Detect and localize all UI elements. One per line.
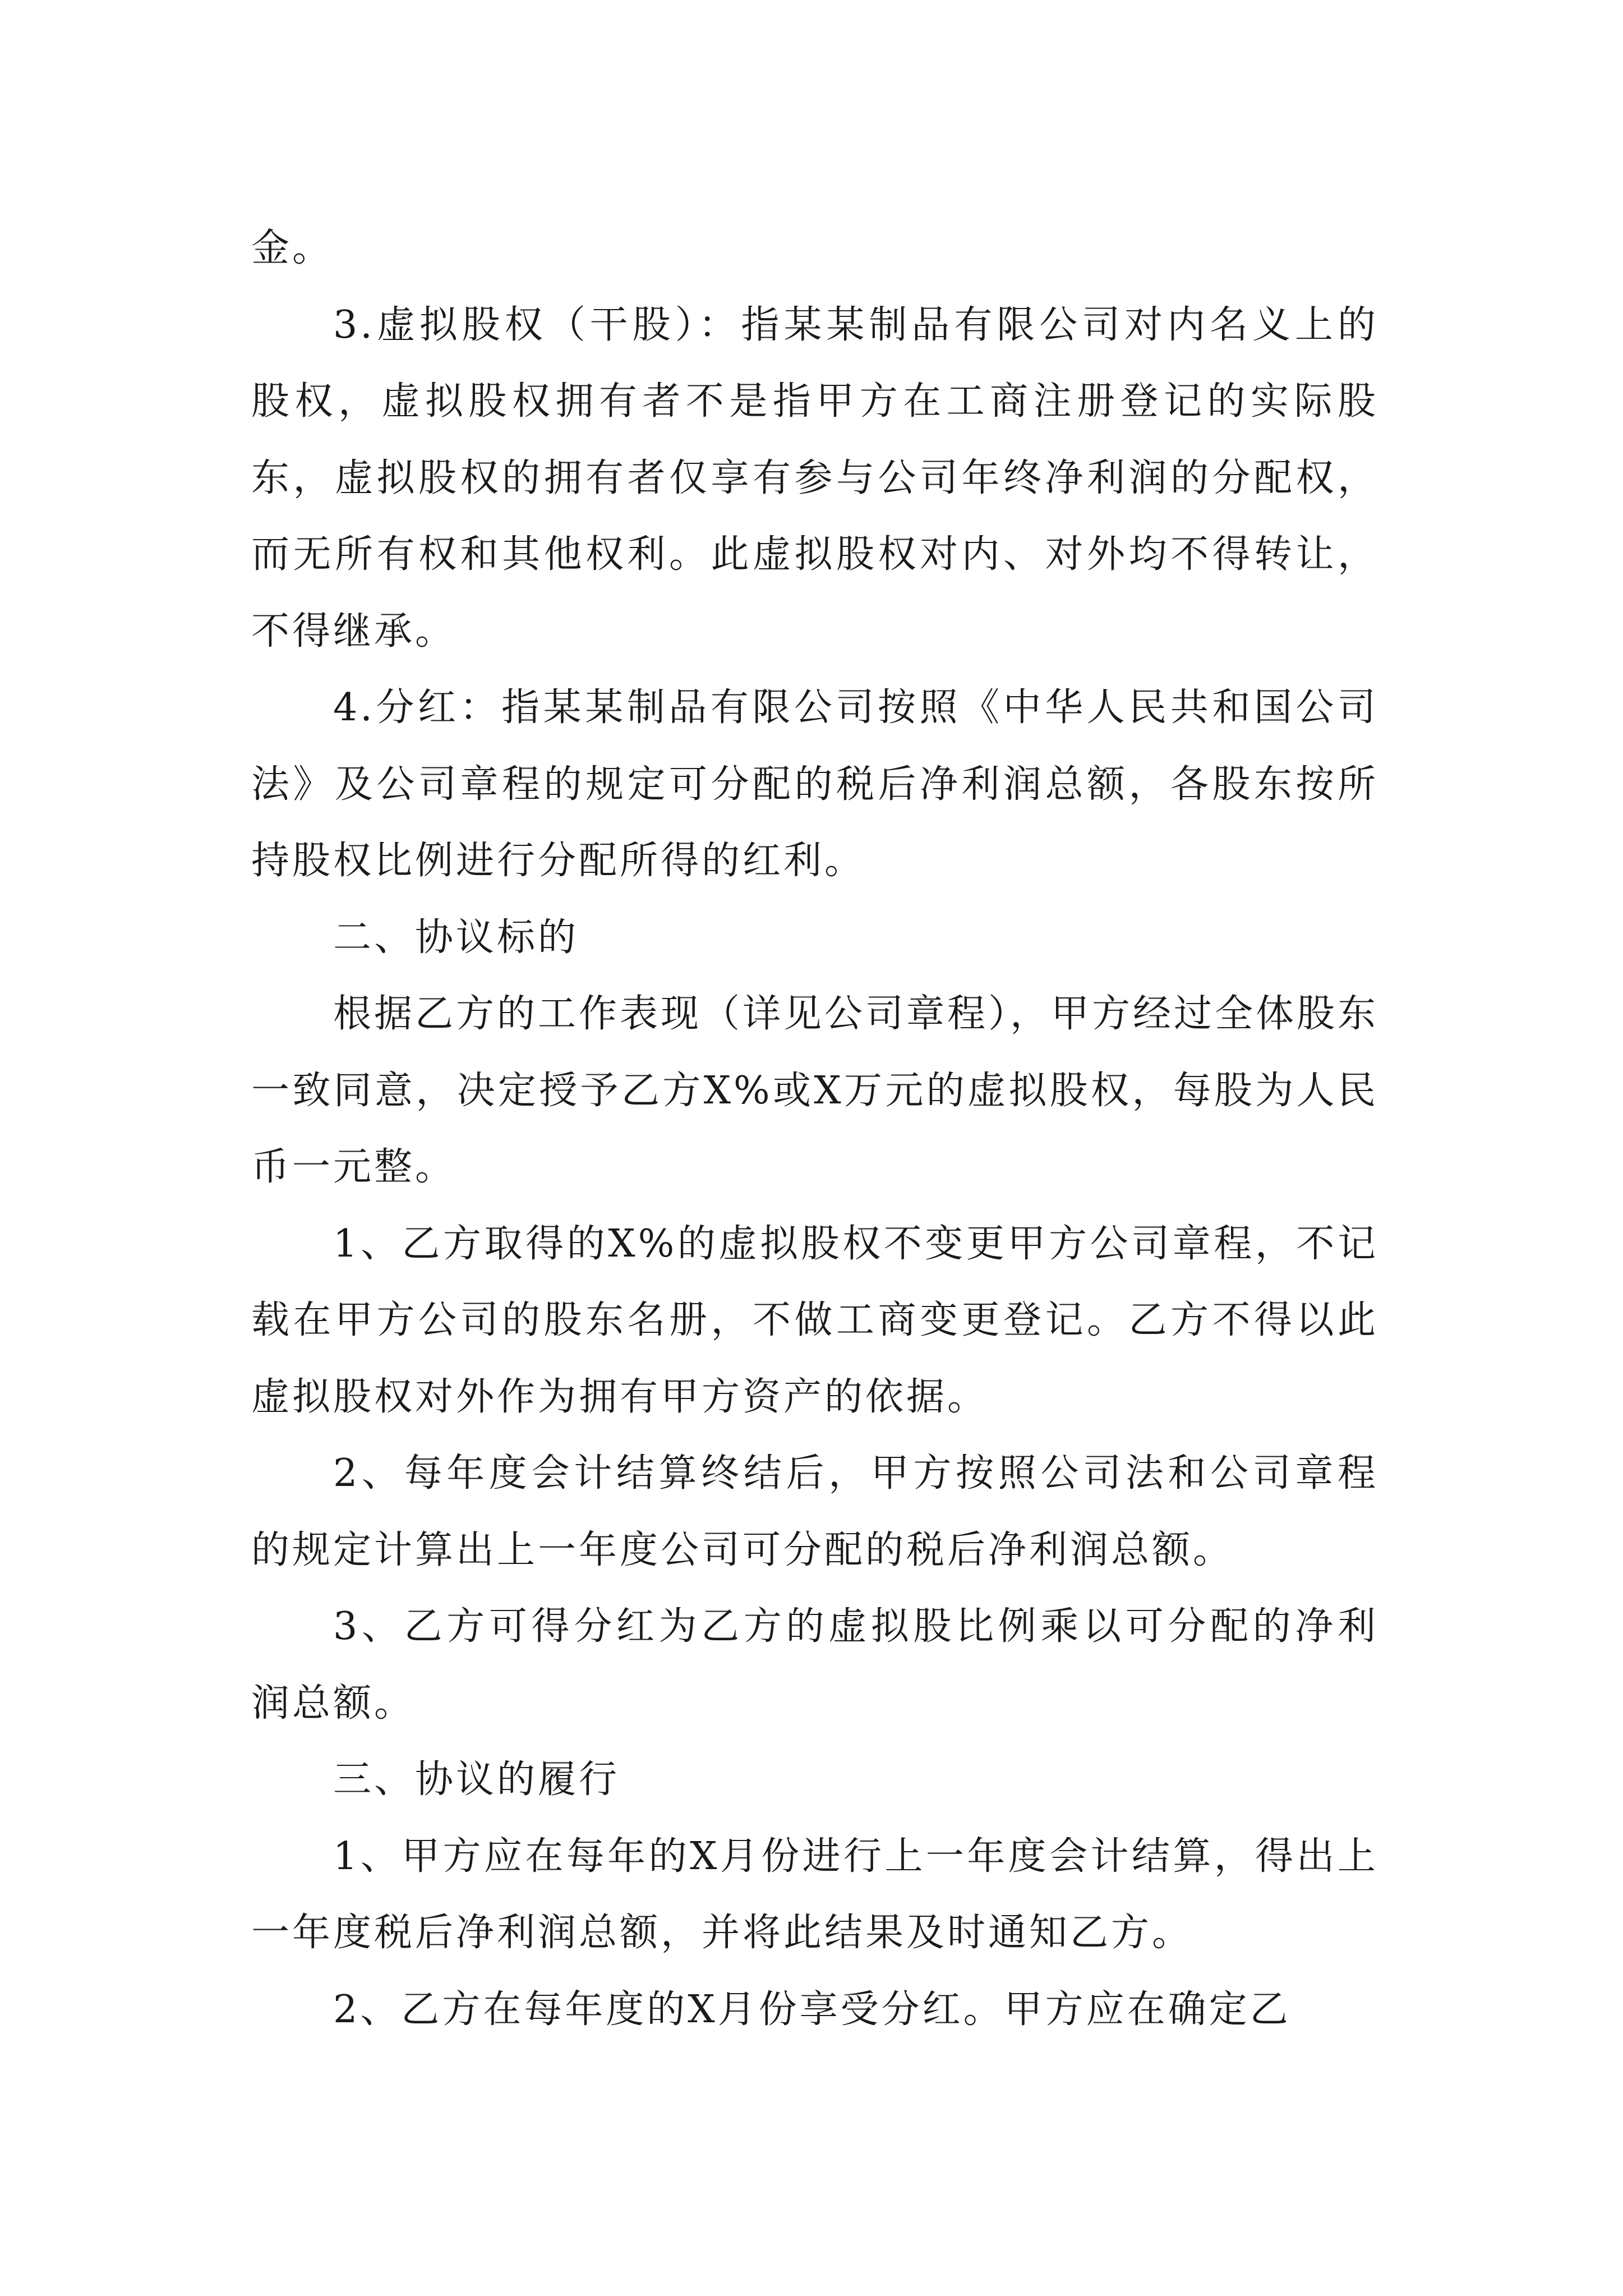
document-body	[251, 210, 1378, 2048]
paragraph-continuation: 金。	[251, 226, 334, 270]
section-heading-performance: 三、协议的履行	[333, 1757, 620, 1802]
paragraph-grant: 根据乙方的工作表现（详见公司章程），甲方经过全体股东一致同意，决定授予乙方X%或X万元的虚拟股权，每股为人民币一元整。	[251, 992, 1379, 1189]
paragraph-performance-2: 2、乙方在每年度的X月份享受分红。甲方应在确定乙	[333, 1987, 1291, 2032]
paragraph-performance-1: 1、甲方应在每年的X月份进行上一年度会计结算，得出上一年度税后净利润总额，并将此结果及时通知乙方。	[251, 1834, 1378, 1955]
paragraph-clause-3: 3、乙方可得分红为乙方的虚拟股比例乘以可分配的净利润总额。	[251, 1604, 1378, 1726]
paragraph-definition-virtual-equity: 3.虚拟股权（干股）：指某某制品有限公司对内名义上的股权，虚拟股权拥有者不是指甲方在工商注册登记的实际股东，虚拟股权的拥有者仅享有参与公司年终净利润的分配权，而无所有权和其他权利。此虚拟股权对内、对外均不得转让，不得继承。	[251, 302, 1378, 654]
paragraph-clause-2: 2、每年度会计结算终结后，甲方按照公司法和公司章程的规定计算出上一年度公司可分配的税后净利润总额。	[251, 1451, 1378, 1572]
paragraph-clause-1: 1、乙方取得的X%的虚拟股权不变更甲方公司章程，不记载在甲方公司的股东名册，不做工商变更登记。乙方不得以此虚拟股权对外作为拥有甲方资产的依据。	[251, 1221, 1378, 1419]
paragraph-definition-dividend: 4.分红：指某某制品有限公司按照《中华人民共和国公司法》及公司章程的规定可分配的税后净利润总额，各股东按所持股权比例进行分配所得的红利。	[251, 685, 1378, 883]
section-heading-agreement-subject: 二、协议标的	[333, 915, 579, 960]
